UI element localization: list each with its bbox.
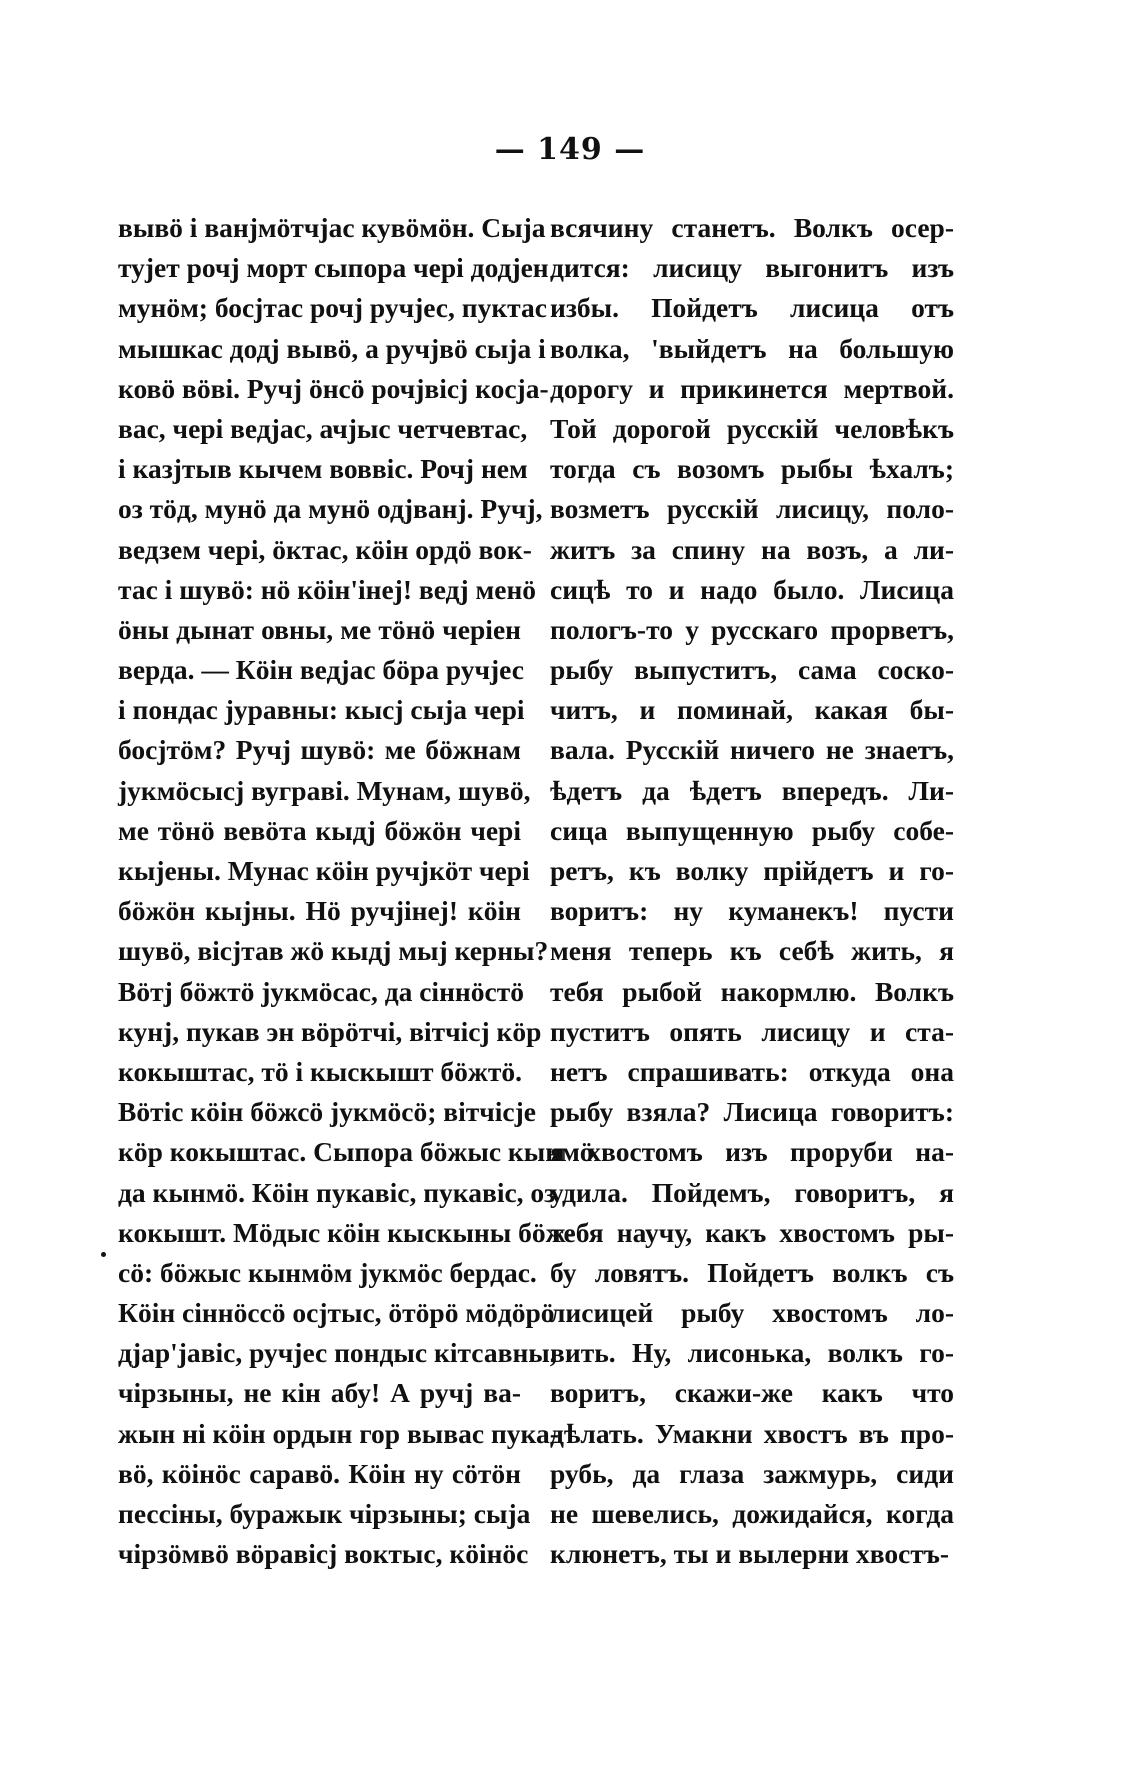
text-line: тујет рочј морт сыпора чері додјен <box>118 252 549 284</box>
text-line: кыјены. Мунас кӧін ручјкӧт чері <box>118 855 530 886</box>
text-line: Вӧтіс кӧін бӧжсӧ јукмӧсӧ; вітчісје <box>118 1096 536 1128</box>
text-line: чірзыны, не кін абу! А ручј ва- <box>118 1377 521 1409</box>
text-line: пессіны, буражык чірзыны; сыја <box>118 1498 531 1529</box>
text-line: бӧжӧн кыјны. Нӧ ручјінеј! кӧін <box>118 895 521 927</box>
text-line: чірзӧмвӧ вӧравісј воктыс, кӧінӧс <box>118 1538 529 1570</box>
text-line: тас і шувӧ: нӧ кӧін'інеј! ведј менӧ <box>118 573 537 605</box>
text-line: јукмӧсысј вуграві. Мунам, шувӧ, <box>118 774 531 806</box>
right-column-russian-text <box>550 208 954 1574</box>
text-line: всячину станетъ. Волкъ осер- <box>550 212 954 243</box>
text-line: Той дорогой русскій человѣкъ <box>550 412 954 444</box>
text-line: дѣлать. Умакни хвостъ въ про- <box>550 1417 954 1449</box>
text-line: рубь, да глаза зажмурь, сиди <box>550 1457 954 1489</box>
text-line: клюнетъ, ты и вылерни хвостъ- <box>550 1538 950 1570</box>
text-line: воритъ: ну куманекъ! пусти <box>550 895 954 927</box>
text-line: лисицей рыбу хвостомъ ло- <box>550 1297 954 1329</box>
text-line: верда. — Кӧін ведјас бӧра ручјес <box>118 654 524 686</box>
text-line: вала. Русскій ничего не знаетъ, <box>550 734 954 766</box>
text-line: да кынмӧ. Кӧін пукавіс, пукавіс, оз <box>118 1176 556 1208</box>
text-line: кокыштас, тӧ і кыскышт бӧжтӧ. <box>118 1055 522 1087</box>
text-line: житъ за спину на возъ, а ли- <box>550 533 954 565</box>
text-line: воритъ, скажи-же какъ что <box>550 1377 954 1409</box>
text-line: вас, чері ведјас, ачјыс четчевтас, <box>118 412 528 444</box>
text-line: ѣдетъ да ѣдетъ впередъ. Ли- <box>550 774 954 806</box>
text-line: ведзем чері, ӧктас, кӧін ордӧ вок- <box>118 533 532 565</box>
text-line: ковӧ вӧві. Ручј ӧнсӧ рочјвісј косја- <box>118 372 549 404</box>
text-line: тогда съ возомъ рыбы ѣхалъ; <box>550 453 954 485</box>
text-line: ӧны дынат овны, ме тӧнӧ черіен <box>118 613 521 645</box>
text-line: нетъ спрашивать: откуда она <box>550 1055 954 1087</box>
text-line: возметъ русскій лисицу, поло- <box>550 493 954 525</box>
text-line: кунј, пукав эн вӧрӧтчі, вітчісј кӧр <box>118 1015 542 1047</box>
margin-ink-dot <box>101 1252 106 1257</box>
text-line: кокышт. Мӧдыс кӧін кыскыны бӧж- <box>118 1216 575 1248</box>
text-line: мунӧм; босјтас рочј ручјес, пуктас <box>118 292 547 324</box>
text-line: і казјтыв кычем воввіс. Рочј нем <box>118 453 528 485</box>
text-line: дится: лисицу выгонитъ изъ <box>550 252 954 284</box>
text-line: Кӧін сіннӧссӧ осјтыс, ӧтӧрӧ мӧдӧрӧ <box>118 1297 555 1329</box>
text-line: сица выпущенную рыбу собе- <box>550 814 954 846</box>
text-line: і пондас јуравны: кысј сыја чері <box>118 694 525 726</box>
text-line: жын ні кӧін ордын гор вывас пука- <box>118 1417 559 1449</box>
text-line: ме тӧнӧ вевӧта кыдј бӧжӧн чері <box>118 814 521 846</box>
text-line: кӧр кокыштас. Сыпора бӧжыс кынмӧ <box>118 1136 594 1168</box>
text-line: читъ, и поминай, какая бы- <box>550 694 954 726</box>
text-line: волка, 'выйдетъ на большую <box>550 332 954 364</box>
text-line: бу ловятъ. Пойдетъ волкъ съ <box>550 1256 954 1288</box>
text-line: пологъ-то у русскаго прорветъ, <box>550 613 954 645</box>
text-line: дорогу и прикинется мертвой. <box>550 372 954 404</box>
text-line: мышкас додј вывӧ, а ручјвӧ сыја і <box>118 332 546 364</box>
text-line: Вӧтј бӧжтӧ јукмӧсас, да сіннӧстӧ <box>118 975 524 1007</box>
text-line: вӧ, кӧінӧс саравӧ. Кӧін ну сӧтӧн <box>118 1457 521 1489</box>
text-line: вывӧ і ванјмӧтчјас кувӧмӧн. Сыја <box>118 212 546 243</box>
text-line: дјар'јавіс, ручјес пондыс кітсавны, <box>118 1337 557 1369</box>
text-line: рыбу выпуститъ, сама соско- <box>550 654 954 686</box>
text-line: шувӧ, вісјтав жӧ кыдј мыј керны? <box>118 935 549 967</box>
page-number: — 149 — <box>494 132 646 167</box>
left-column-komi-text <box>118 208 594 1574</box>
text-line: сицѣ то и надо было. Лисица <box>550 573 954 605</box>
text-line: я хвостомъ изъ проруби на- <box>550 1136 954 1168</box>
text-line: вить. Ну, лисонька, волкъ го- <box>550 1337 954 1369</box>
text-line: меня теперь къ себѣ жить, я <box>550 935 954 967</box>
text-line: рыбу взяла? Лисица говоритъ: <box>550 1096 954 1128</box>
text-line: тебя научу, какъ хвостомъ ры- <box>550 1216 954 1248</box>
text-line: пуститъ опять лисицу и ста- <box>550 1015 954 1047</box>
text-line: не шевелись, дожидайся, когда <box>550 1498 954 1529</box>
text-line: ретъ, къ волку прійдетъ и го- <box>550 855 954 886</box>
text-line: удила. Пойдемъ, говоритъ, я <box>550 1176 954 1208</box>
text-line: сӧ: бӧжыс кынмӧм јукмӧс бердас. <box>118 1256 537 1288</box>
text-line: тебя рыбой накормлю. Волкъ <box>550 975 954 1007</box>
text-line: оз тӧд, мунӧ да мунӧ одјванј. Ручј, <box>118 493 543 525</box>
text-line: избы. Пойдетъ лисица отъ <box>550 292 954 324</box>
text-line: босјтӧм? Ручј шувӧ: ме бӧжнам <box>118 734 521 766</box>
